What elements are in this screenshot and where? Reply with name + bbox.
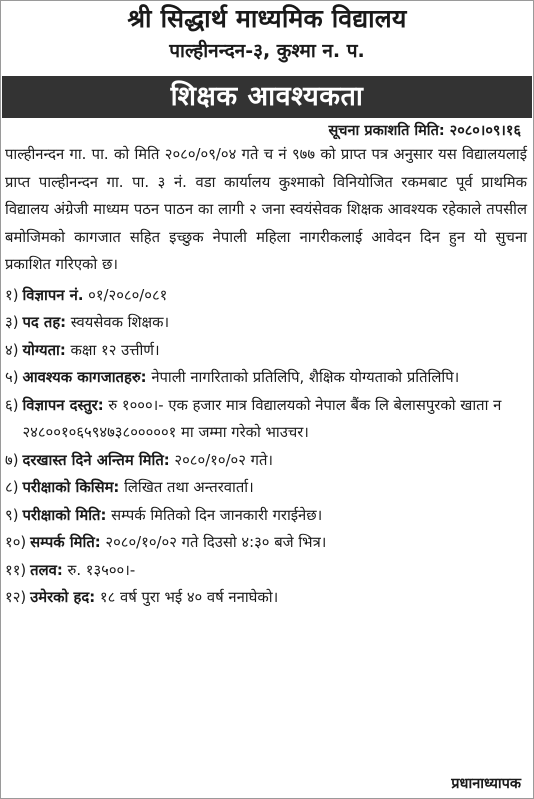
item-body [22,474,527,502]
item-text: २०८०/१०/०२ गते। [169,451,274,469]
item-text: ०१/२०८०/०८१ [83,286,168,304]
item-number: १०) [5,534,27,551]
item-label: विज्ञापन नं. [22,286,84,304]
item-number: ७) [5,451,19,469]
item-number: ३) [5,314,19,331]
item-number: ९) [5,506,19,524]
requirements-list [1,282,533,612]
list-item-exam-date [5,502,527,530]
item-number: १२) [5,589,27,606]
item-number: ४) [5,341,19,359]
item-label: परीक्षाको मिति: [22,506,107,524]
list-item-contact-date [5,529,527,557]
list-item-salary [5,557,527,585]
item-number: ६) [5,396,19,414]
item-text: नेपाली नागरिताको प्रतिलिपि, शैक्षिक योग्यताको प्रतिलिपि। [146,369,460,386]
item-body [22,282,527,310]
item-number: ५) [5,369,19,386]
item-number: १) [5,286,19,304]
signature-headmaster: प्रधानाध्यापक [451,776,521,792]
item-label: दरखास्त दिने अन्तिम मिति: [22,451,170,469]
item-label: पद तह: [22,314,67,331]
item-label: उमेरको हद: [30,589,96,606]
item-label: तलव: [30,561,63,579]
item-text: कक्षा १२ उत्तीर्ण। [65,341,160,359]
item-label: योग्यता: [22,341,66,359]
item-body [30,557,527,585]
item-text: रु १०००।- एक हजार मात्र विद्यालयको नेपाल बैंक लि बेलासपुरको खाता न २४८००१०६५९४७३८०००००१ मा जम्मा गरेको भाउचर। [22,396,502,441]
item-label: परीक्षाको किसिम: [22,479,120,496]
item-body [22,392,527,447]
item-body [22,447,527,475]
list-item-required-documents [5,364,527,392]
item-label: विज्ञापन दस्तुर: [22,396,104,414]
item-body [22,364,527,392]
item-text: २०८०/१०/०२ गते दिउसो ४:३० बजे भित्र। [100,534,327,551]
item-body [22,337,527,365]
list-item-age-limit [5,584,527,612]
item-body [30,584,527,612]
item-label: सम्पर्क मिति: [30,534,101,551]
list-item-post-level [5,309,527,337]
school-address: पाल्हीनन्दन-३, कुश्मा न. प. [169,40,365,62]
notice-title-banner: शिक्षक आवश्यकता [2,76,532,118]
list-item-qualification [5,337,527,365]
notice-publish-date: सूचना प्रकाशति मिति: २०८०।०९।१६ [328,123,521,139]
item-text: रु. १३५००।- [62,561,136,579]
list-item-application-fee [5,392,527,447]
list-item-deadline [5,447,527,475]
item-text: लिखित तथा अन्तरवार्ता। [119,479,254,496]
item-body [30,529,527,557]
item-body [22,502,527,530]
list-item-advertisement-number [5,282,527,310]
item-text: स्वयसेवक शिक्षक। [66,314,170,331]
school-name: श्री सिद्धार्थ माध्यमिक विद्यालय [127,4,407,33]
item-number: ११) [5,561,27,579]
item-label: आवश्यक कागजातहरु: [22,369,147,386]
list-item-exam-type [5,474,527,502]
item-body [22,309,527,337]
item-number: ८) [5,479,19,496]
item-text: सम्पर्क मितिको दिन जानकारी गराईनेछ। [106,506,323,524]
notice-intro-paragraph: पाल्हीनन्दन गा. पा. को मिति २०८०/०९/०४ गते च नं ९७७ को प्राप्त पत्र अनुसार यस विद्यालयलाई प्राप्त पाल्हीनन्दन गा. पा. ३ नं. वडा कार्यालय कुश्माको विनियोजित रकमबाट पूर्व प्राथमिक विद्यालय अंग्रेजी माध्यम पठन पाठन का लागी २ जना स्वयंसेवक शिक्षक आवश्यक रहेकाले तपसील बमोजिमको कागजात सहित इच्छुक नेपाली महिला नागरीकलाई आवेदन दिन हुन यो सुचना प्रकाशित गरिएको छ। [5,146,527,273]
item-text: १८ वर्ष पुरा भई ४० वर्ष ननाघेको। [95,589,279,606]
